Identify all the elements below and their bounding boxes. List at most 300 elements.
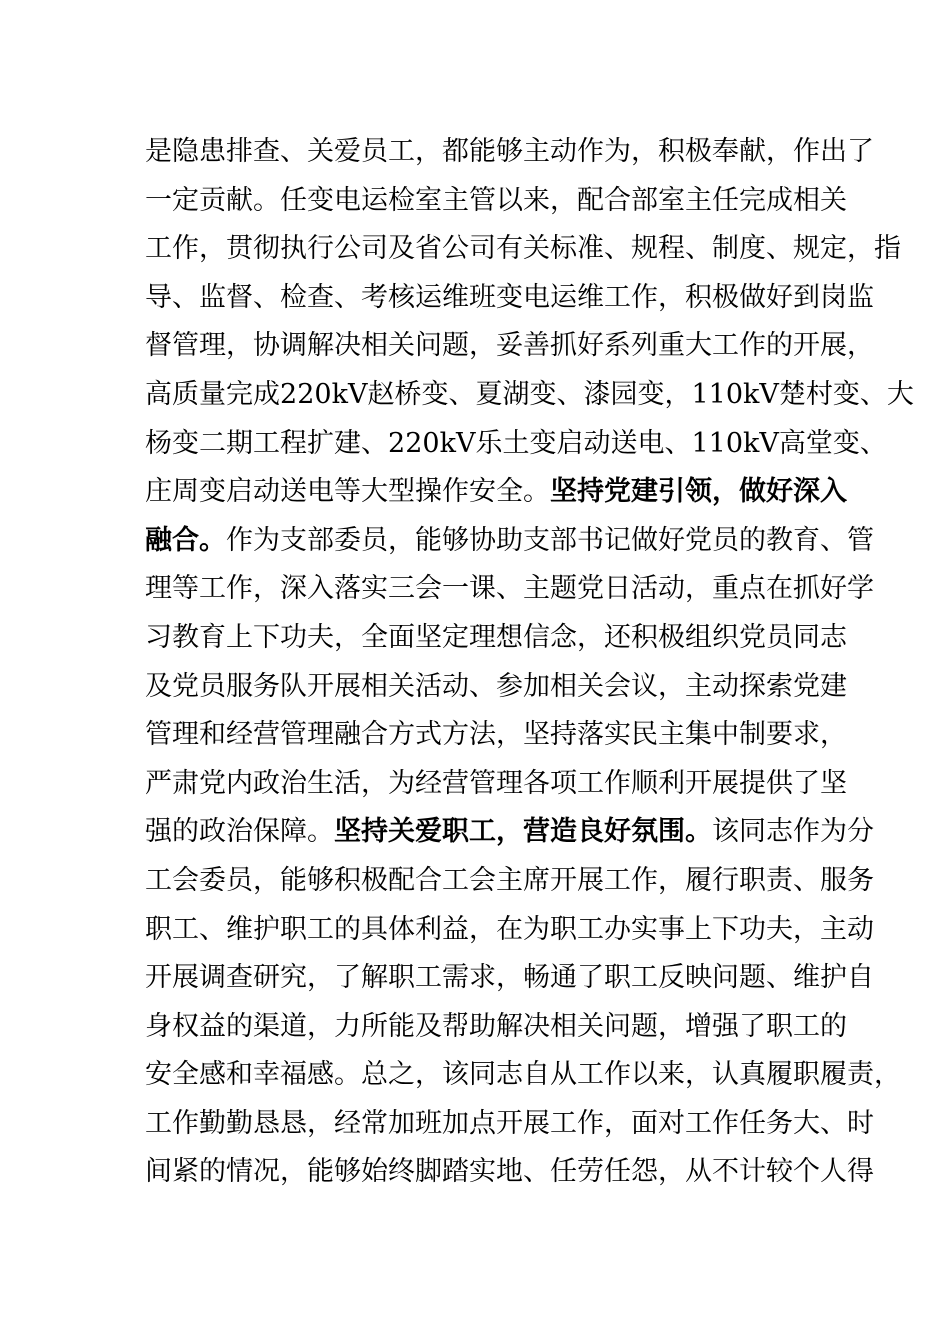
text-char: 型 <box>388 476 415 508</box>
text-char: 、 <box>496 573 523 605</box>
text-char: 党 <box>739 621 766 653</box>
text-char: 及 <box>415 1010 442 1042</box>
text-char: 作 <box>631 281 658 313</box>
text-char: 利 <box>415 913 442 945</box>
text-char: 反 <box>658 962 685 994</box>
text-char: 及 <box>145 670 172 702</box>
text-char: 主 <box>820 913 847 945</box>
text-char: 关 <box>820 184 847 216</box>
text-char: 畅 <box>523 962 550 994</box>
text-char: 好 <box>820 573 847 605</box>
text-line <box>145 760 847 809</box>
text-char: 务 <box>847 864 874 896</box>
text-char: ， <box>847 233 874 265</box>
text-char: 合 <box>604 184 631 216</box>
text-char: 出 <box>820 136 847 167</box>
text-char: 1 <box>708 427 726 459</box>
bold-text-char: ， <box>712 476 739 508</box>
text-char: ， <box>388 524 415 556</box>
text-char: 主 <box>658 719 685 751</box>
text-char: 研 <box>253 962 280 994</box>
text-char: ， <box>685 573 712 605</box>
text-char: 献 <box>226 184 253 216</box>
bold-text-char: 合 <box>172 524 199 556</box>
text-char: 抓 <box>793 573 820 605</box>
text-line <box>145 468 847 517</box>
text-char: 理 <box>469 621 496 653</box>
text-char: 履 <box>820 1059 847 1091</box>
text-char: 规 <box>631 233 658 265</box>
text-char: 得 <box>847 1156 874 1188</box>
text-char: 执 <box>280 233 307 265</box>
text-char: 部 <box>307 524 334 556</box>
text-char: ， <box>307 1107 334 1139</box>
text-char: 1 <box>691 427 709 459</box>
text-char: 程 <box>658 233 685 265</box>
text-char: 障 <box>280 816 307 848</box>
text-char: 查 <box>253 136 280 167</box>
text-char: 度 <box>739 233 766 265</box>
text-char: 来 <box>658 1059 685 1091</box>
text-char: 自 <box>847 962 874 994</box>
text-char: 公 <box>442 233 469 265</box>
text-char: 管 <box>847 524 874 556</box>
text-line <box>145 906 874 955</box>
text-char: 作 <box>712 1107 739 1139</box>
text-char: 工 <box>145 1107 172 1139</box>
text-char: 工 <box>577 1059 604 1091</box>
text-char: ， <box>577 621 604 653</box>
text-char: 管 <box>145 719 172 751</box>
text-char: 实 <box>361 573 388 605</box>
text-char: 展 <box>712 767 739 799</box>
text-char: 规 <box>793 233 820 265</box>
bold-text-char: 领 <box>685 476 712 508</box>
text-char: 。 <box>523 476 550 508</box>
text-char: 关 <box>577 670 604 702</box>
text-char: 、 <box>859 378 887 410</box>
text-char: 幸 <box>253 1059 280 1091</box>
text-char: 实 <box>631 913 658 945</box>
text-char: 经 <box>415 767 442 799</box>
text-char: 作 <box>442 476 469 508</box>
text-char: 加 <box>442 1107 469 1139</box>
text-char: 标 <box>550 233 577 265</box>
text-char: 开 <box>793 330 820 362</box>
text-char: 、 <box>664 427 692 459</box>
text-char: 和 <box>199 719 226 751</box>
text-char: ， <box>307 1010 334 1042</box>
text-char: 隐 <box>172 136 199 167</box>
text-char: 的 <box>820 1010 847 1042</box>
text-char: 、 <box>820 524 847 556</box>
text-char: 夫 <box>766 913 793 945</box>
text-char: 变 <box>199 476 226 508</box>
text-char: 终 <box>388 1156 415 1188</box>
text-char: 作 <box>793 816 820 848</box>
text-char: 认 <box>712 1059 739 1091</box>
text-char: 育 <box>199 621 226 653</box>
bold-text-char: 爱 <box>415 816 442 848</box>
text-char: ， <box>874 1059 901 1091</box>
text-char: 、 <box>253 281 280 313</box>
text-char: 面 <box>631 1107 658 1139</box>
text-char: 高 <box>778 427 806 459</box>
text-char: 志 <box>496 1059 523 1091</box>
text-char: 身 <box>145 1010 172 1042</box>
text-char: 导 <box>145 281 172 313</box>
text-char: 和 <box>226 1059 253 1091</box>
text-char: 工 <box>145 864 172 896</box>
text-char: 庄 <box>145 476 172 508</box>
text-char: 等 <box>334 476 361 508</box>
text-char: V <box>759 427 779 459</box>
text-char: ， <box>658 1010 685 1042</box>
text-char: 都 <box>442 136 469 167</box>
bold-text-char: 融 <box>145 524 172 556</box>
bold-text-char: 持 <box>361 816 388 848</box>
text-char: 强 <box>712 1010 739 1042</box>
text-char: 够 <box>334 1156 361 1188</box>
text-char: 道 <box>280 1010 307 1042</box>
text-char: 能 <box>307 1156 334 1188</box>
text-char: 供 <box>766 767 793 799</box>
text-char: 点 <box>739 573 766 605</box>
text-char: 积 <box>334 864 361 896</box>
text-char: 管 <box>469 767 496 799</box>
text-char: 之 <box>388 1059 415 1091</box>
text-char: 员 <box>361 136 388 167</box>
text-char: 能 <box>415 524 442 556</box>
text-char: 作 <box>793 136 820 167</box>
text-char: 同 <box>793 621 820 653</box>
bold-text-char: 。 <box>685 816 712 848</box>
text-char: 关 <box>388 670 415 702</box>
text-char: 关 <box>307 136 334 167</box>
text-char: 量 <box>199 378 226 410</box>
text-char: ， <box>685 1059 712 1091</box>
text-line <box>145 1148 874 1197</box>
text-char: 利 <box>658 767 685 799</box>
text-char: 楚 <box>778 378 806 410</box>
text-char: 制 <box>739 719 766 751</box>
text-char: 堂 <box>805 427 833 459</box>
text-char: 组 <box>685 621 712 653</box>
text-char: 一 <box>145 184 172 216</box>
text-char: 展 <box>523 1107 550 1139</box>
text-char: 护 <box>820 962 847 994</box>
text-char: 妥 <box>496 330 523 362</box>
text-char: 帮 <box>442 1010 469 1042</box>
bold-text-char: 引 <box>658 476 685 508</box>
text-char: 还 <box>604 621 631 653</box>
text-char: 司 <box>361 233 388 265</box>
text-char: 恳 <box>253 1107 280 1139</box>
text-char: 主 <box>685 184 712 216</box>
text-char: 保 <box>253 816 280 848</box>
text-char: 任 <box>712 184 739 216</box>
text-char: 工 <box>253 427 280 459</box>
text-char: 服 <box>820 864 847 896</box>
text-char: 职 <box>388 962 415 994</box>
text-char: 通 <box>550 962 577 994</box>
text-char: 部 <box>550 524 577 556</box>
text-char: 定 <box>442 621 469 653</box>
text-char: 理 <box>145 573 172 605</box>
text-char: 患 <box>199 136 226 167</box>
text-char: k <box>743 378 760 410</box>
text-char: 、 <box>469 670 496 702</box>
text-char: 实 <box>604 719 631 751</box>
text-char: 题 <box>550 573 577 605</box>
text-char: 2 <box>405 427 423 459</box>
text-char: 相 <box>550 1010 577 1042</box>
text-char: 怨 <box>631 1156 658 1188</box>
text-char: 司 <box>469 233 496 265</box>
text-char: 紧 <box>172 1156 199 1188</box>
text-char: ， <box>253 573 280 605</box>
text-char: 日 <box>604 573 631 605</box>
text-char: 对 <box>658 1107 685 1139</box>
text-char: ， <box>820 719 847 751</box>
text-char: 维 <box>442 281 469 313</box>
text-char: ， <box>415 136 442 167</box>
text-char: ， <box>847 330 874 362</box>
text-char: 员 <box>712 524 739 556</box>
text-char: 动 <box>583 427 611 459</box>
text-char: 定 <box>820 233 847 265</box>
text-char: 0 <box>314 378 332 410</box>
text-char: 顺 <box>631 767 658 799</box>
bold-text-char: 关 <box>388 816 415 848</box>
text-char: 来 <box>523 184 550 216</box>
text-char: 动 <box>253 476 280 508</box>
text-char: 助 <box>496 524 523 556</box>
text-char: 、 <box>280 136 307 167</box>
text-char: 配 <box>388 864 415 896</box>
text-char: 加 <box>388 1107 415 1139</box>
text-char: ， <box>496 962 523 994</box>
text-char: 查 <box>307 281 334 313</box>
text-char: 开 <box>145 962 172 994</box>
text-char: 启 <box>226 476 253 508</box>
text-char: 开 <box>550 864 577 896</box>
text-char: 任 <box>550 1156 577 1188</box>
text-line <box>145 420 887 469</box>
text-char: 坚 <box>523 719 550 751</box>
text-char: 到 <box>793 281 820 313</box>
text-char: 办 <box>604 913 631 945</box>
text-char: ， <box>280 1156 307 1188</box>
text-char: 理 <box>496 767 523 799</box>
text-char: 的 <box>226 1010 253 1042</box>
text-char: 核 <box>388 281 415 313</box>
text-char: 念 <box>550 621 577 653</box>
text-char: 2 <box>280 378 298 410</box>
text-char: ， <box>793 913 820 945</box>
text-char: 督 <box>145 330 172 362</box>
text-char: 了 <box>847 136 874 167</box>
text-char: 学 <box>847 573 874 605</box>
text-char: 育 <box>793 524 820 556</box>
bold-text-char: 持 <box>577 476 604 508</box>
text-char: 夏 <box>475 378 503 410</box>
text-char: 作 <box>577 136 604 167</box>
text-char: 。 <box>253 184 280 216</box>
text-char: 经 <box>334 1107 361 1139</box>
text-char: 能 <box>388 1010 415 1042</box>
text-char: 变 <box>637 378 665 410</box>
text-char: 事 <box>658 913 685 945</box>
text-char: 大 <box>793 1107 820 1139</box>
text-char: ， <box>631 136 658 167</box>
text-char: 职 <box>793 1059 820 1091</box>
text-char: 融 <box>334 719 361 751</box>
text-char: 、 <box>820 1107 847 1139</box>
text-char: 教 <box>172 621 199 653</box>
text-char: 责 <box>766 864 793 896</box>
text-char: 1 <box>691 378 709 410</box>
text-char: 真 <box>739 1059 766 1091</box>
text-char: 开 <box>496 1107 523 1139</box>
text-char: 乐 <box>475 427 503 459</box>
text-char: 够 <box>442 524 469 556</box>
text-char: 具 <box>361 913 388 945</box>
text-char: 任 <box>604 1156 631 1188</box>
text-char: 、 <box>334 281 361 313</box>
text-char: 工 <box>604 864 631 896</box>
text-char: 课 <box>469 573 496 605</box>
text-char: ， <box>253 864 280 896</box>
text-char: 题 <box>442 330 469 362</box>
text-char: 解 <box>361 962 388 994</box>
text-line <box>145 371 914 420</box>
text-char: 桥 <box>394 378 422 410</box>
text-char: 中 <box>712 719 739 751</box>
text-char: 求 <box>793 719 820 751</box>
bold-text-char: 做 <box>739 476 766 508</box>
text-char: 监 <box>199 281 226 313</box>
text-char: 变 <box>421 378 449 410</box>
text-char: 方 <box>442 719 469 751</box>
text-char: 活 <box>334 767 361 799</box>
text-char: 好 <box>766 281 793 313</box>
text-char: 党 <box>685 524 712 556</box>
text-char: 职 <box>145 913 172 945</box>
text-char: 送 <box>280 476 307 508</box>
text-char: ， <box>550 184 577 216</box>
text-char: 积 <box>685 281 712 313</box>
text-char: 调 <box>280 330 307 362</box>
text-char: 的 <box>172 816 199 848</box>
text-char: ， <box>658 281 685 313</box>
text-char: 服 <box>226 670 253 702</box>
text-char: 启 <box>556 427 584 459</box>
text-char: 任 <box>280 184 307 216</box>
text-char: 分 <box>847 816 874 848</box>
text-char: 准 <box>577 233 604 265</box>
text-char: 列 <box>631 330 658 362</box>
text-char: 制 <box>712 233 739 265</box>
text-char: ， <box>658 864 685 896</box>
text-char: 行 <box>712 864 739 896</box>
text-char: 考 <box>361 281 388 313</box>
text-char: 全 <box>496 476 523 508</box>
text-char: 主 <box>523 136 550 167</box>
text-char: 变 <box>529 378 557 410</box>
text-char: 关 <box>388 330 415 362</box>
text-char: 2 <box>388 427 406 459</box>
text-char: 法 <box>469 719 496 751</box>
text-char: 上 <box>685 913 712 945</box>
text-char: 排 <box>226 136 253 167</box>
text-char: 常 <box>361 1107 388 1139</box>
text-char: 同 <box>469 1059 496 1091</box>
text-char: 极 <box>712 281 739 313</box>
text-char: 开 <box>307 670 334 702</box>
text-char: 勤 <box>226 1107 253 1139</box>
text-line <box>145 177 847 226</box>
text-char: 善 <box>523 330 550 362</box>
text-char: 功 <box>739 913 766 945</box>
text-char: 周 <box>172 476 199 508</box>
text-char: 以 <box>631 1059 658 1091</box>
text-char: 会 <box>172 864 199 896</box>
text-char: 履 <box>766 1059 793 1091</box>
text-char: 益 <box>199 1010 226 1042</box>
text-char: 理 <box>172 719 199 751</box>
text-char: 工 <box>793 1010 820 1042</box>
text-char: 期 <box>226 427 253 459</box>
text-char: 助 <box>469 1010 496 1042</box>
text-char: 职 <box>280 913 307 945</box>
text-char: 质 <box>172 378 199 410</box>
text-char: 等 <box>172 573 199 605</box>
text-char: 重 <box>712 573 739 605</box>
text-char: 检 <box>280 281 307 313</box>
text-char: 始 <box>361 1156 388 1188</box>
text-char: 作 <box>172 233 199 265</box>
text-char: 赵 <box>367 378 395 410</box>
text-char: 二 <box>199 427 226 459</box>
text-char: 主 <box>685 670 712 702</box>
text-char: 成 <box>766 184 793 216</box>
text-char: 议 <box>631 670 658 702</box>
bold-text-char: 。 <box>199 524 226 556</box>
text-char: 动 <box>550 136 577 167</box>
text-char: ， <box>469 330 496 362</box>
bold-text-char: 氛 <box>631 816 658 848</box>
text-char: 管 <box>172 330 199 362</box>
text-char: 相 <box>361 330 388 362</box>
text-char: 的 <box>766 330 793 362</box>
text-char: 生 <box>307 767 334 799</box>
text-char: 工 <box>199 573 226 605</box>
text-char: 内 <box>226 767 253 799</box>
text-char: 想 <box>496 621 523 653</box>
text-char: 务 <box>766 1107 793 1139</box>
text-char: 点 <box>469 1107 496 1139</box>
text-char: 信 <box>523 621 550 653</box>
text-char: 增 <box>685 1010 712 1042</box>
text-char: 够 <box>307 864 334 896</box>
text-char: 员 <box>199 670 226 702</box>
text-char: 大 <box>685 330 712 362</box>
text-char: 指 <box>874 233 901 265</box>
text-char: 运 <box>550 281 577 313</box>
text-line <box>145 808 874 857</box>
text-char: 席 <box>523 864 550 896</box>
